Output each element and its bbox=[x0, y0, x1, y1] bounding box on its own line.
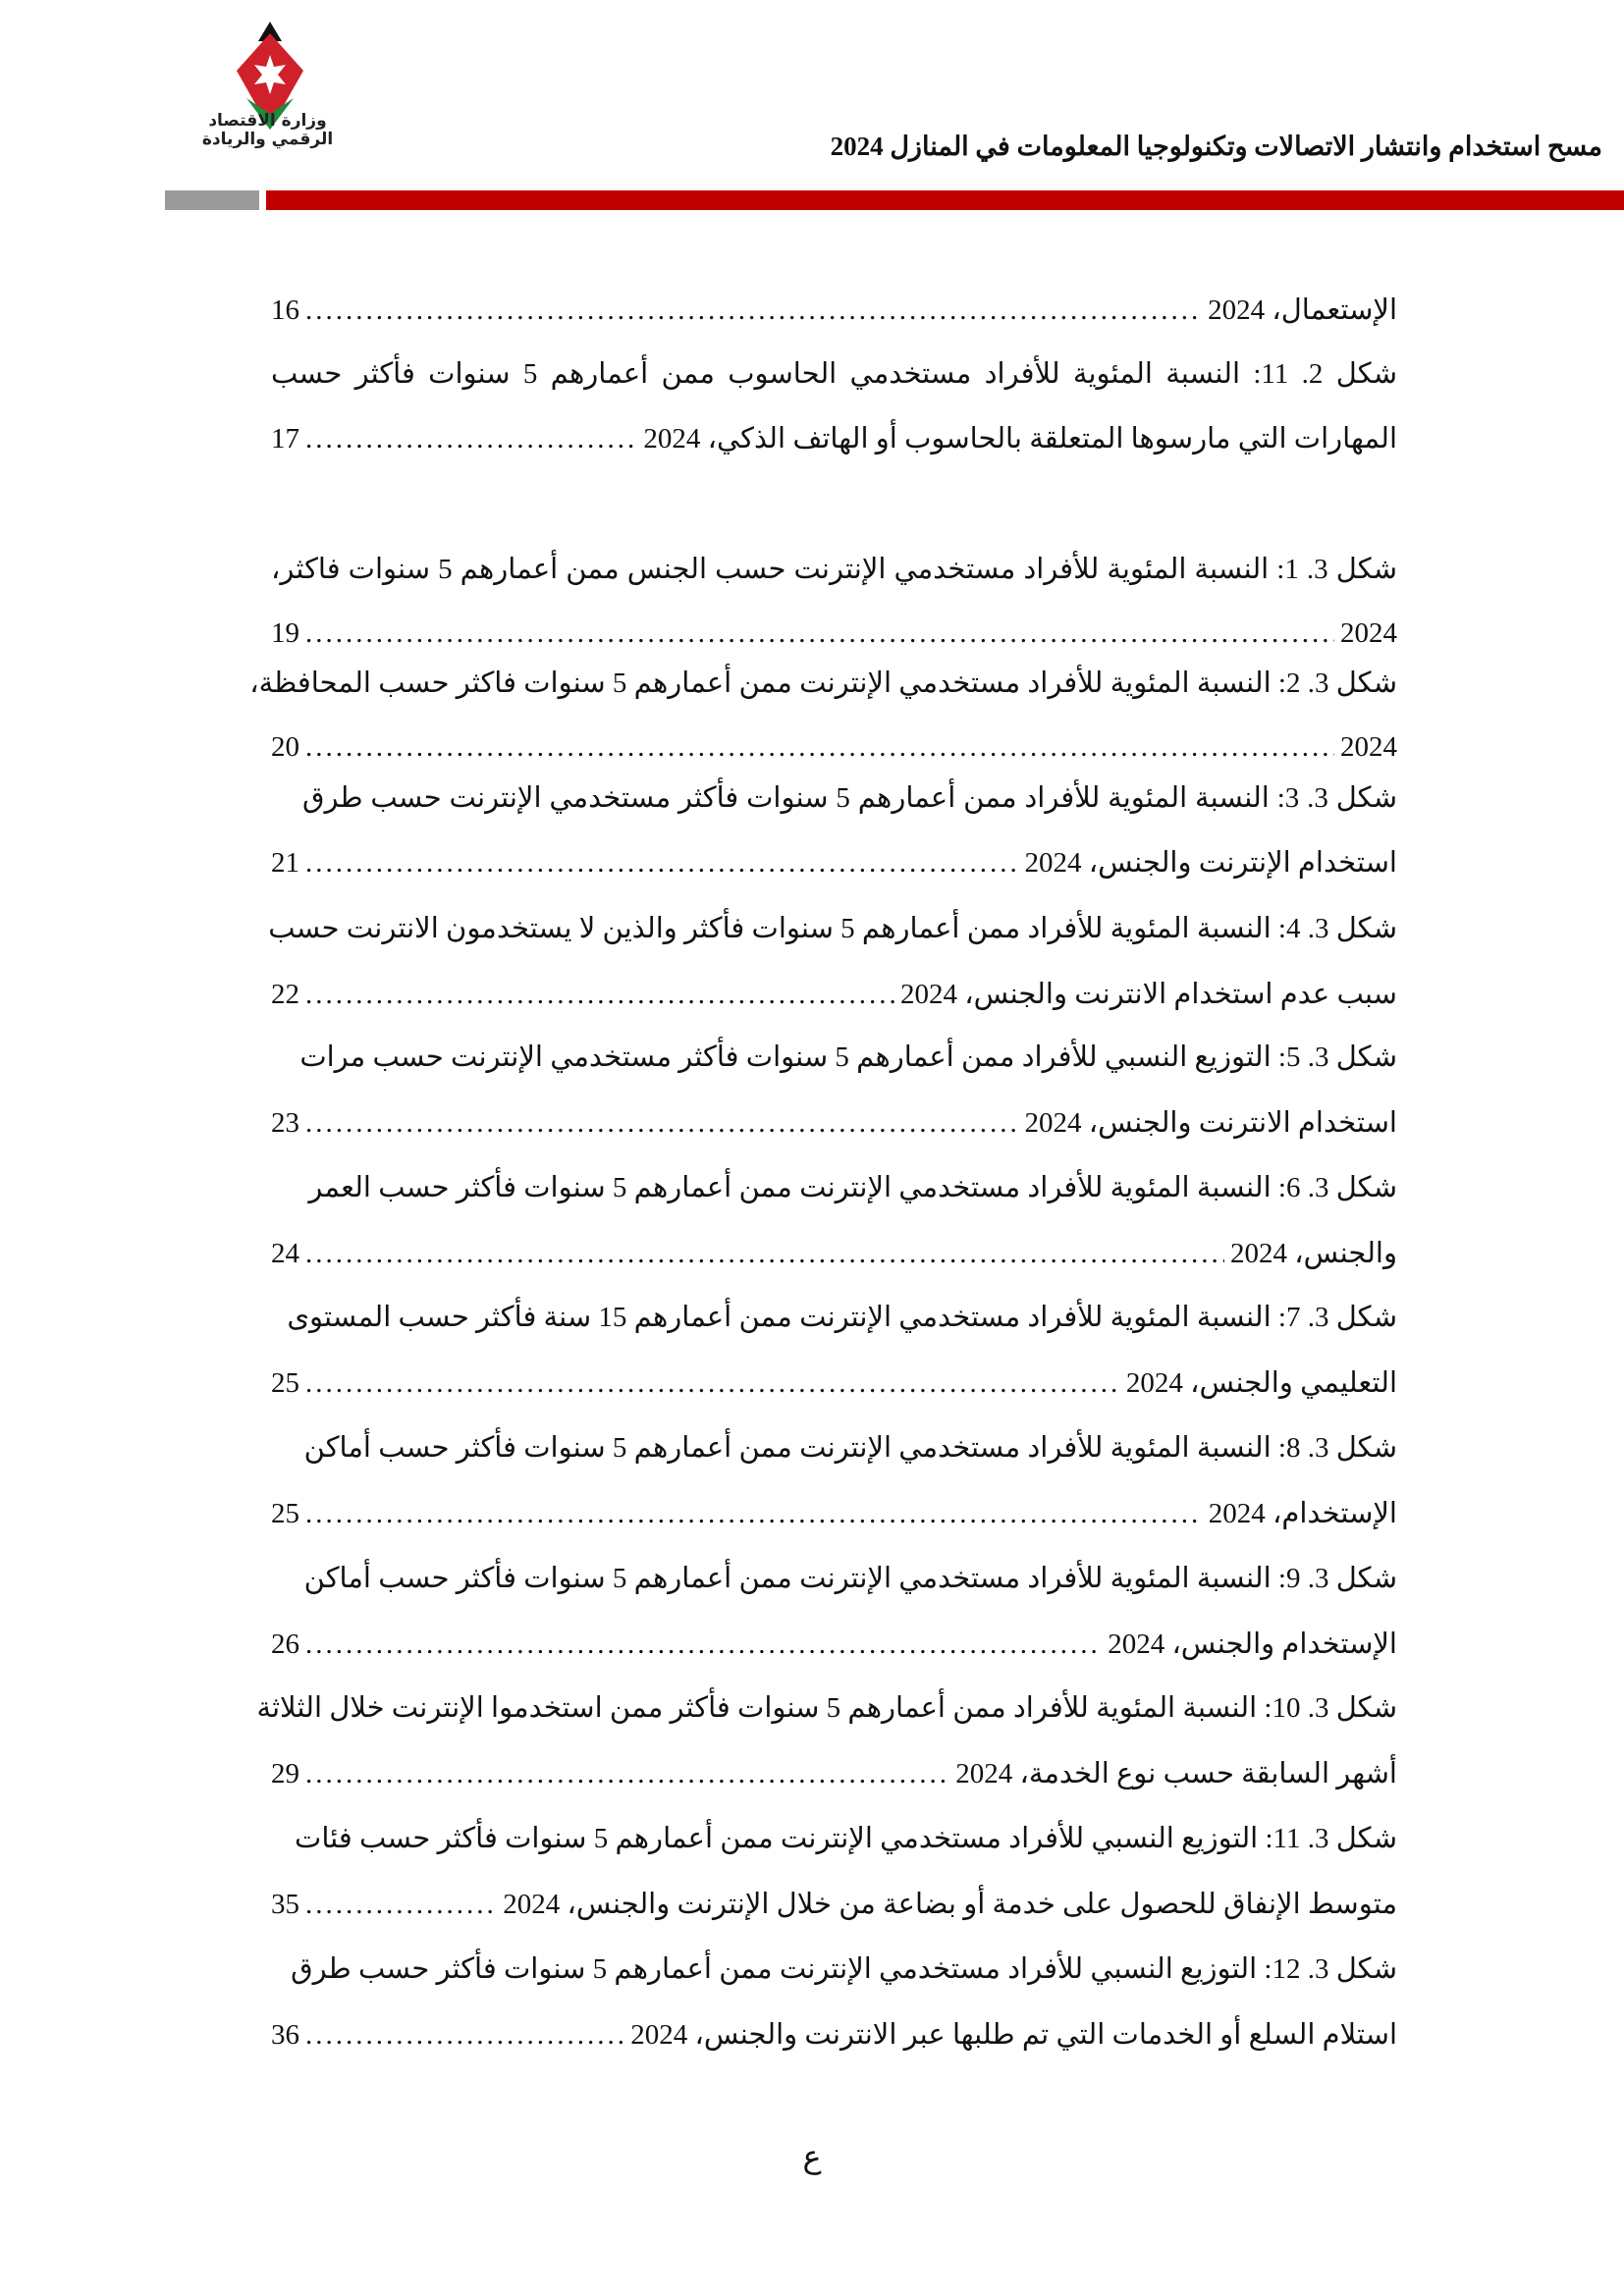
toc-text: استلام السلع أو الخدمات التي تم طلبها عبر الانترنت والجنس، 2024 bbox=[630, 2019, 1397, 2051]
page-number: 16 bbox=[271, 294, 299, 326]
leader-dots bbox=[305, 727, 1334, 767]
toc-text: سبب عدم استخدام الانترنت والجنس، 2024 bbox=[900, 979, 1397, 1010]
toc-text: الإستعمال، 2024 bbox=[1208, 294, 1397, 326]
toc-entry[interactable]: شكل 3. 9: النسبة المئوية للأفراد مستخدمي الإنترنت ممن أعمارهم 5 سنوات فأكثر حسب أماكن bbox=[303, 1563, 1397, 1594]
toc-entry-cont[interactable] bbox=[271, 1625, 1397, 1664]
page-number: 17 bbox=[271, 423, 299, 454]
toc-text: المهارات التي مارسوها المتعلقة بالحاسوب أو الهاتف الذكي، 2024 bbox=[643, 423, 1397, 454]
page-number: 35 bbox=[271, 1889, 299, 1920]
toc-text: 2024 bbox=[1340, 617, 1397, 649]
toc-entry-cont[interactable] bbox=[271, 1234, 1397, 1273]
toc-entry-cont[interactable] bbox=[271, 1103, 1397, 1143]
toc-entry[interactable]: شكل 3. 7: النسبة المئوية للأفراد مستخدمي الإنترنت ممن أعمارهم 15 سنة فأكثر حسب المستوى bbox=[287, 1302, 1397, 1333]
toc-entry[interactable]: شكل 3. 4: النسبة المئوية للأفراد ممن أعمارهم 5 سنوات فأكثر والذين لا يستخدمون الانترنت حسب bbox=[268, 913, 1397, 944]
page-number: 36 bbox=[271, 2019, 299, 2051]
toc-entry[interactable]: شكل 3. 1: النسبة المئوية للأفراد مستخدمي الإنترنت حسب الجنس ممن أعمارهم 5 سنوات فاكثر، bbox=[271, 554, 1398, 585]
toc-text: استخدام الإنترنت والجنس، 2024 bbox=[1024, 847, 1397, 879]
toc-text: أشهر السابقة حسب نوع الخدمة، 2024 bbox=[955, 1758, 1397, 1789]
toc-entry[interactable]: شكل 2. 11: النسبة المئوية للأفراد مستخدمي الحاسوب ممن أعمارهم 5 سنوات فأكثر حسب bbox=[271, 358, 1398, 390]
page-number: 21 bbox=[271, 847, 299, 879]
document-header-title: مسح استخدام وانتشار الاتصالات وتكنولوجيا المعلومات في المنازل 2024 bbox=[830, 132, 1602, 161]
leader-dots bbox=[305, 614, 1334, 653]
leader-dots bbox=[305, 291, 1202, 330]
leader-dots bbox=[305, 2015, 624, 2055]
leader-dots bbox=[305, 419, 637, 458]
toc-text: الإستخدام والجنس، 2024 bbox=[1108, 1629, 1397, 1660]
leader-dots bbox=[305, 1234, 1224, 1273]
page-number: 25 bbox=[271, 1498, 299, 1529]
toc-text: والجنس، 2024 bbox=[1230, 1238, 1397, 1269]
toc-entry[interactable]: شكل 3. 11: التوزيع النسبي للأفراد مستخدمي الإنترنت ممن أعمارهم 5 سنوات فأكثر حسب فئات bbox=[295, 1823, 1397, 1854]
leader-dots bbox=[305, 1754, 949, 1793]
leader-dots bbox=[305, 1103, 1019, 1143]
page-number: 19 bbox=[271, 617, 299, 649]
leader-dots bbox=[305, 1885, 497, 1924]
toc-entry-cont[interactable] bbox=[271, 2015, 1397, 2055]
toc-entry-cont[interactable] bbox=[271, 975, 1397, 1014]
toc-entry-cont[interactable] bbox=[271, 419, 1397, 458]
toc-entry-cont[interactable] bbox=[271, 843, 1397, 882]
toc-entry[interactable]: شكل 3. 6: النسبة المئوية للأفراد مستخدمي الإنترنت ممن أعمارهم 5 سنوات فأكثر حسب العمر bbox=[308, 1172, 1397, 1203]
toc-entry[interactable]: شكل 3. 3: النسبة المئوية للأفراد ممن أعمارهم 5 سنوات فأكثر مستخدمي الإنترنت حسب طرق bbox=[302, 782, 1398, 814]
toc-text: متوسط الإنفاق للحصول على خدمة أو بضاعة من خلال الإنترنت والجنس، 2024 bbox=[503, 1889, 1397, 1920]
toc-entry-cont[interactable] bbox=[271, 1363, 1397, 1403]
page-number: 22 bbox=[271, 979, 299, 1010]
toc-entry-cont[interactable] bbox=[271, 1754, 1397, 1793]
toc-entry[interactable] bbox=[271, 291, 1397, 330]
toc-text: الإستخدام، 2024 bbox=[1208, 1498, 1397, 1529]
page-number: 29 bbox=[271, 1758, 299, 1789]
toc-entry-cont[interactable] bbox=[271, 727, 1397, 767]
logo-text: وزارة الاقتصاد الرقمي والريادة bbox=[201, 111, 334, 149]
toc-text: 2024 bbox=[1340, 731, 1397, 763]
toc-entry[interactable]: شكل 3. 12: التوزيع النسبي للأفراد مستخدمي الإنترنت ممن أعمارهم 5 سنوات فأكثر حسب طرق bbox=[291, 1953, 1397, 1985]
page-number: 23 bbox=[271, 1107, 299, 1139]
toc-entry[interactable]: شكل 3. 10: النسبة المئوية للأفراد ممن أعمارهم 5 سنوات فأكثر ممن استخدموا الإنترنت خلال الثلاثة bbox=[256, 1692, 1397, 1724]
leader-dots bbox=[305, 1494, 1203, 1533]
toc-text: استخدام الانترنت والجنس، 2024 bbox=[1024, 1107, 1397, 1139]
leader-dots bbox=[305, 843, 1019, 882]
toc-entry[interactable]: شكل 3. 8: النسبة المئوية للأفراد مستخدمي الإنترنت ممن أعمارهم 5 سنوات فأكثر حسب أماكن bbox=[303, 1432, 1397, 1464]
page-number: 24 bbox=[271, 1238, 299, 1269]
page-number: 20 bbox=[271, 731, 299, 763]
leader-dots bbox=[305, 1625, 1102, 1664]
leader-dots bbox=[305, 975, 894, 1014]
header-red-bar bbox=[266, 190, 1624, 210]
toc-entry-cont[interactable] bbox=[271, 614, 1397, 653]
toc-entry-cont[interactable] bbox=[271, 1885, 1397, 1924]
header-gray-bar bbox=[165, 190, 259, 210]
page-number: 25 bbox=[271, 1367, 299, 1399]
page-folio: ع bbox=[802, 2139, 822, 2174]
toc-entry[interactable]: شكل 3. 2: النسبة المئوية للأفراد مستخدمي الإنترنت ممن أعمارهم 5 سنوات فاكثر حسب المحافظة، bbox=[249, 667, 1397, 699]
page-number: 26 bbox=[271, 1629, 299, 1660]
toc-text: التعليمي والجنس، 2024 bbox=[1125, 1367, 1397, 1399]
toc-entry-cont[interactable] bbox=[271, 1494, 1397, 1533]
leader-dots bbox=[305, 1363, 1120, 1403]
toc-entry[interactable]: شكل 3. 5: التوزيع النسبي للأفراد ممن أعمارهم 5 سنوات فأكثر مستخدمي الإنترنت حسب مرات bbox=[299, 1041, 1397, 1073]
